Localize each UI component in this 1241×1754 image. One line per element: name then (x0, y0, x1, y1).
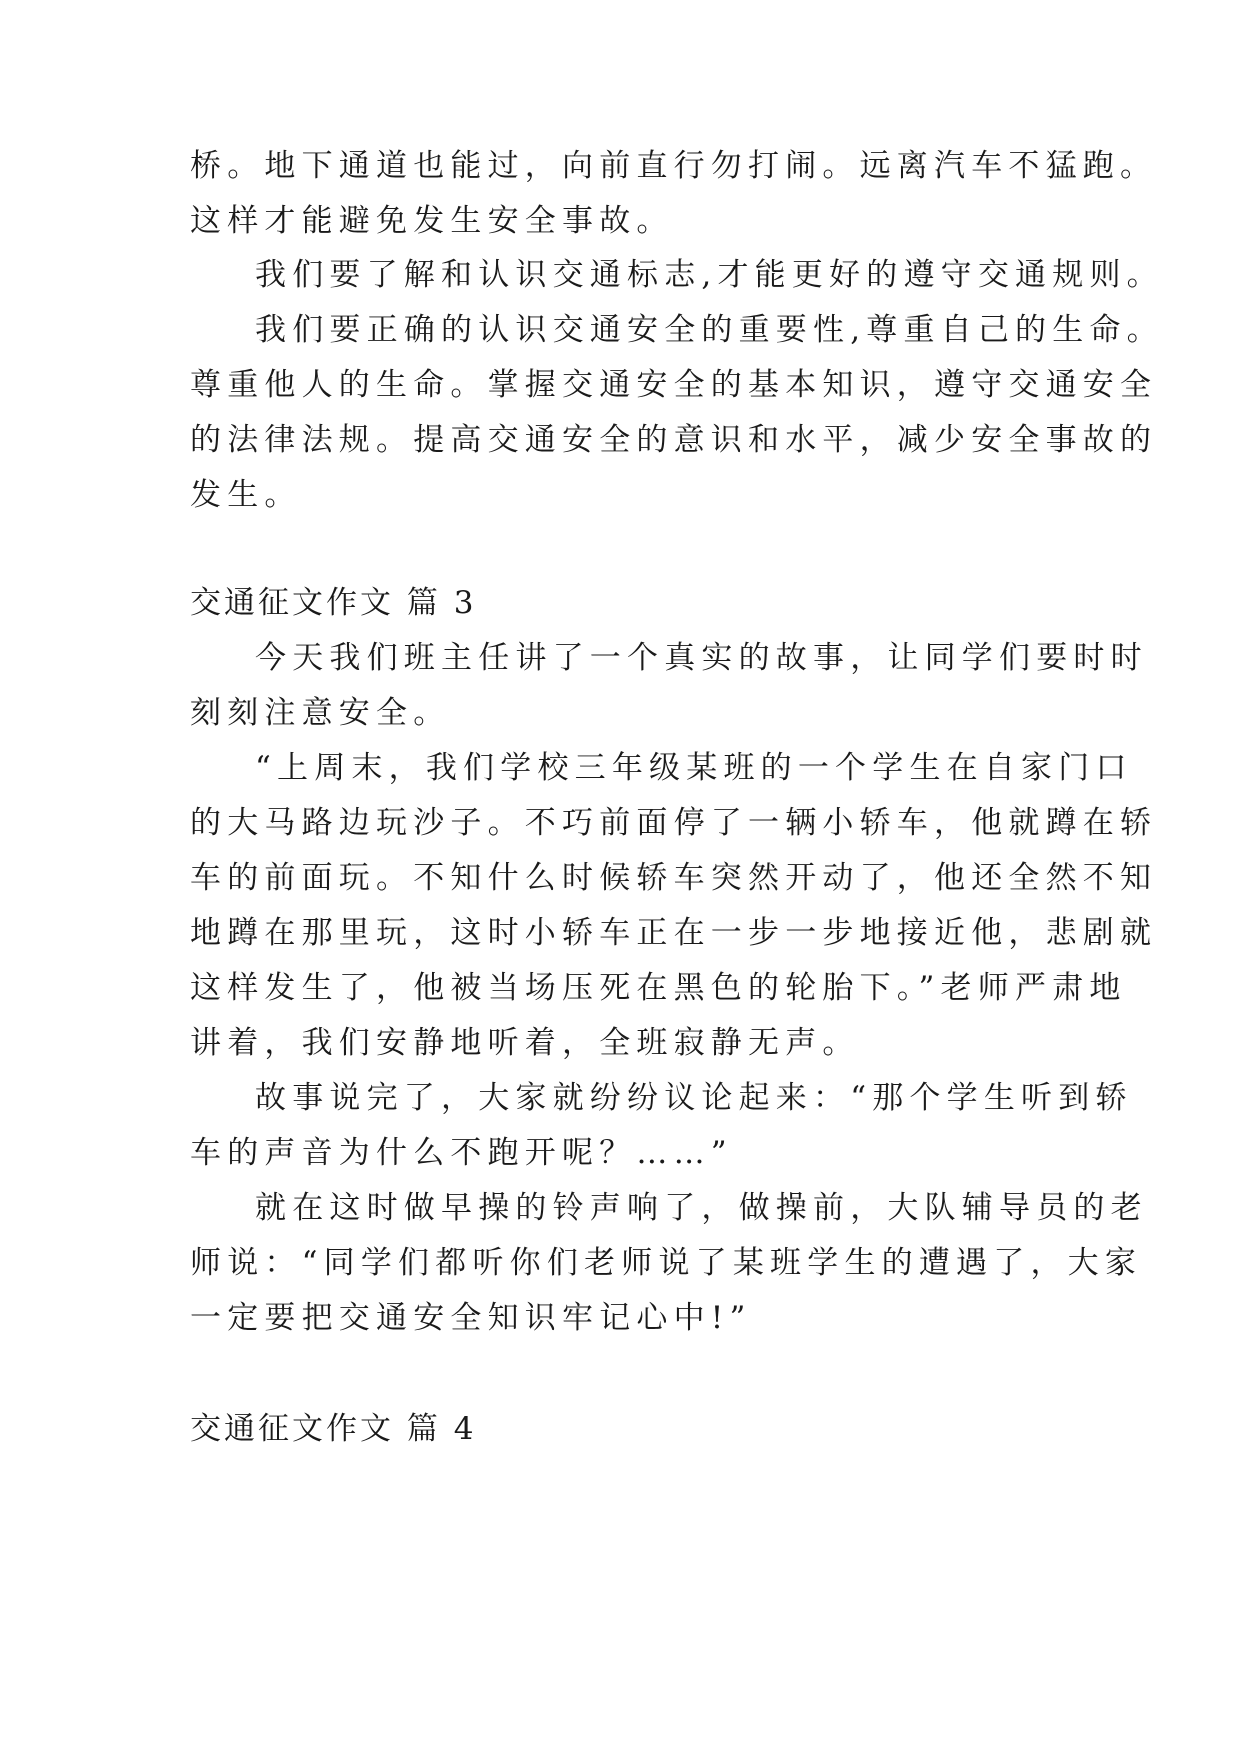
paragraph-start: 故事说完了，大家就纷纷议论起来：“那个学生听到轿 (255, 1080, 1133, 1116)
text-line: 发生。 (190, 477, 302, 513)
paragraph-start: 就在这时做早操的铃声响了，做操前，大队辅导员的老 (255, 1190, 1148, 1226)
text-line: 车的声音为什么不跑开呢？……” (190, 1135, 733, 1171)
text-line: 一定要把交通安全知识牢记心中!” (190, 1300, 752, 1336)
paragraph-start: “上周末，我们学校三年级某班的一个学生在自家门口 (255, 750, 1133, 786)
text-line: 地蹲在那里玩，这时小轿车正在一步一步地接近他，悲剧就 (190, 915, 1158, 951)
text-line: 讲着，我们安静地听着，全班寂静无声。 (190, 1025, 860, 1061)
paragraph-start: 我们要了解和认识交通标志,才能更好的遵守交通规则。 (255, 257, 1164, 293)
section-heading: 交通征文作文 篇 4 (190, 1411, 477, 1447)
paragraph-start: 今天我们班主任讲了一个真实的故事，让同学们要时时 (255, 640, 1148, 676)
text-line: 的法律法规。提高交通安全的意识和水平，减少安全事故的 (190, 422, 1158, 458)
paragraph-start: 我们要正确的认识交通安全的重要性,尊重自己的生命。 (255, 312, 1164, 348)
text-line: 桥。地下通道也能过，向前直行勿打闹。远离汽车不猛跑。 (190, 148, 1158, 184)
text-line: 这样才能避免发生安全事故。 (190, 203, 674, 239)
text-line: 这样发生了，他被当场压死在黑色的轮胎下。”老师严肃地 (190, 970, 1127, 1006)
section-heading: 交通征文作文 篇 3 (190, 585, 477, 621)
text-line: 刻刻注意安全。 (190, 695, 451, 731)
text-line: 师说：“同学们都听你们老师说了某班学生的遭遇了，大家 (190, 1245, 1143, 1281)
text-line: 车的前面玩。不知什么时候轿车突然开动了，他还全然不知 (190, 860, 1158, 896)
text-line: 尊重他人的生命。掌握交通安全的基本知识，遵守交通安全 (190, 367, 1158, 403)
text-line: 的大马路边玩沙子。不巧前面停了一辆小轿车，他就蹲在轿 (190, 805, 1158, 841)
